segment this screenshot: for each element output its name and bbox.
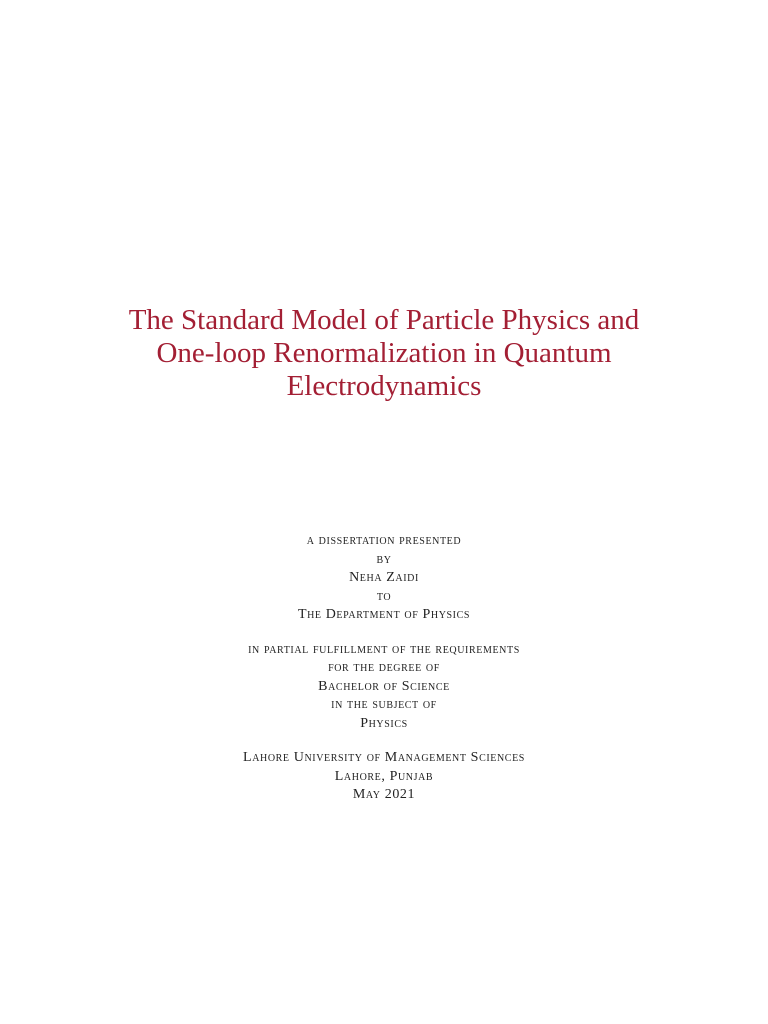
dissertation-title: [84, 304, 684, 403]
author-name: Neha Zaidi: [349, 570, 419, 585]
fulfillment-line-2: for the degree of: [328, 660, 440, 675]
title-line-2: One-loop Renormalization in Quantum: [156, 337, 612, 369]
presentation-to: to: [376, 588, 392, 604]
subject-name: Physics: [360, 715, 408, 731]
university-location: Lahore, Punjab: [334, 768, 434, 784]
title-line-3: Electrodynamics: [286, 370, 482, 402]
department-name: The Department of Physics: [297, 607, 471, 622]
section-spacer: [84, 625, 684, 641]
title-line-1: The Standard Model of Particle Physics and: [128, 304, 640, 336]
fulfillment-line-3: in the subject of: [331, 697, 437, 712]
presentation-intro: a dissertation presented: [306, 533, 462, 548]
degree-name: Bachelor of Science: [318, 678, 450, 694]
fulfillment-line-1: in partial fulfillment of the requirements: [248, 641, 520, 657]
university-name: Lahore University of Management Sciences: [243, 750, 525, 765]
section-spacer: [84, 733, 684, 749]
submission-date: May 2021: [352, 787, 416, 802]
presentation-by: by: [376, 551, 392, 567]
dissertation-details: [84, 532, 684, 805]
